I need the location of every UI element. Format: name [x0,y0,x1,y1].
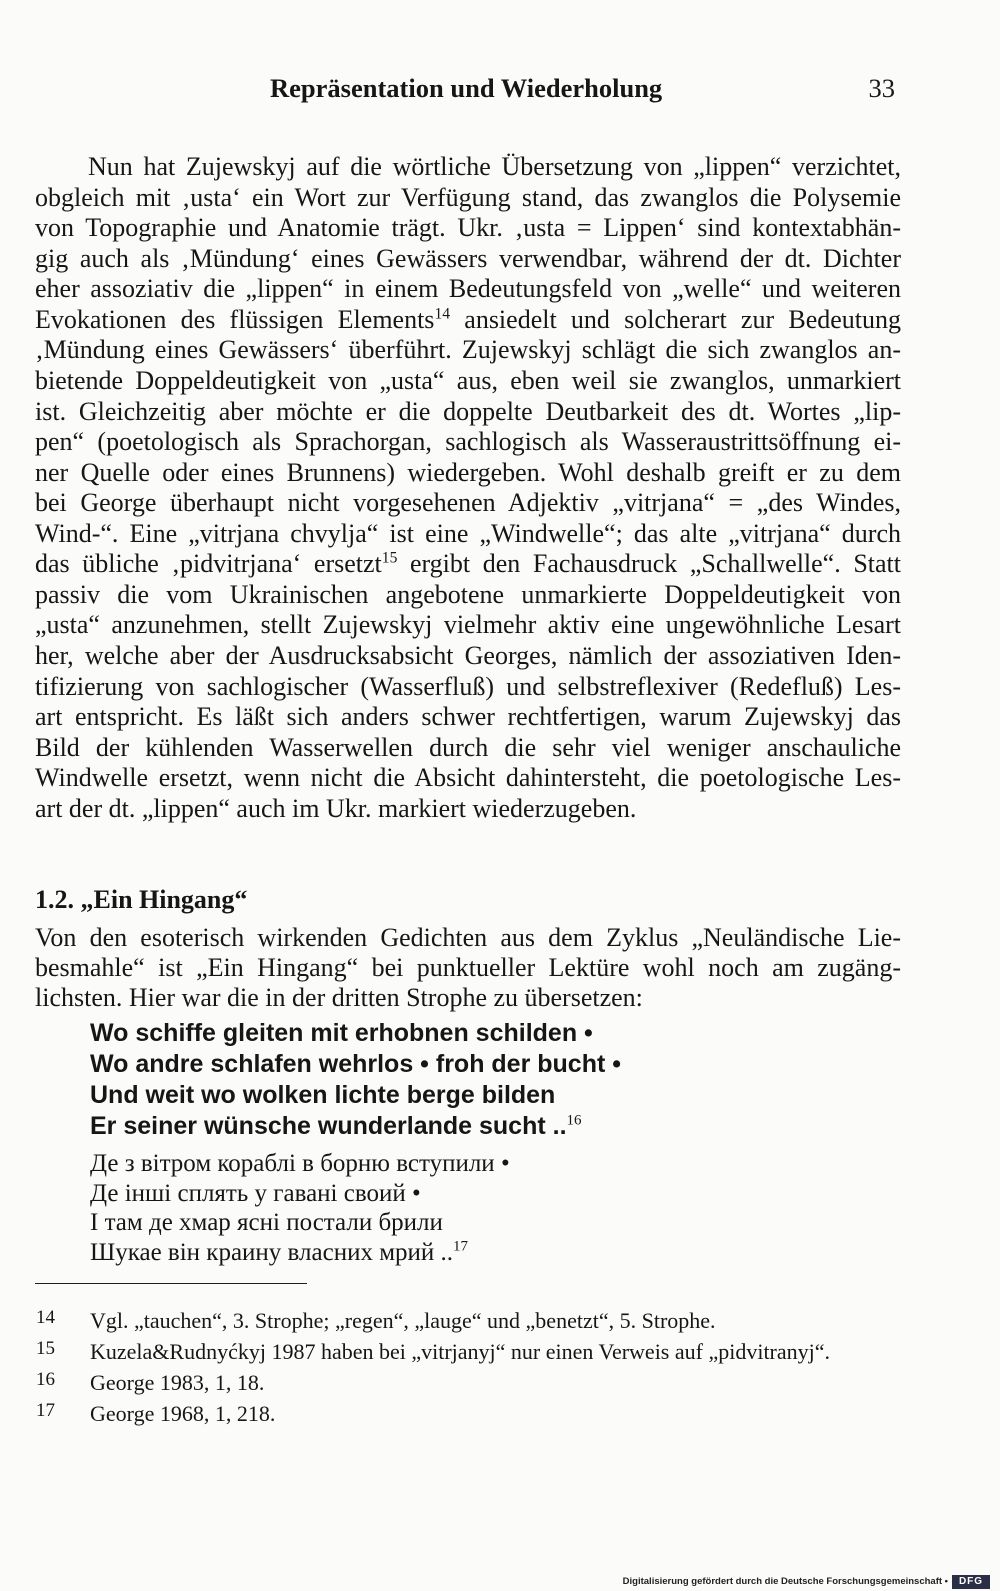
text-segment: Wo andre schlafen wehrlos • froh der bucht • [90,1049,622,1078]
text-segment: Шукае він краину власних мрий .. [90,1238,454,1266]
footnote-text: Vgl. „tauchen“, 3. Strophe; „regen“, „lauge“ und „benetzt“, 5. Strophe. [90,1307,716,1333]
text-line [35,213,901,244]
text-segment: art entspricht. Es läßt sich anders schwer rechtfertigen, warum Zujewskyj das [35,702,901,732]
footnote-text: Kuzela&Rudnyćkyj 1987 haben bei „vitrjanyj“ nur einen Verweis auf „pidvitranyj“. [90,1338,831,1364]
verse-line [90,1149,510,1179]
verse-line [90,1049,621,1080]
footnote-divider [35,1283,307,1284]
text-line [35,488,901,519]
footnote-number: 16 [36,1368,55,1390]
text-segment: Evokationen des flüssigen Elements [35,304,435,334]
footnote-reference: 15 [381,549,398,567]
text-line [35,610,901,641]
text-segment: passiv die vom Ukrainischen angebotene unmarkierte Doppeldeutigkeit von [35,579,901,609]
text-segment: gig auch als ‚Mündung‘ eines Gewässers verwendbar, während der dt. Dichter [35,243,901,273]
text-segment: obgleich mit ‚usta‘ ein Wort zur Verfügung stand, das zwanglos die Polysemie [35,182,901,212]
text-line [35,983,901,1013]
text-segment: pen“ (poetologisch als Sprachorgan, sachlogisch als Wasseraustrittsöffnung ei- [35,427,901,457]
text-segment: art der dt. „lippen“ auch im Ukr. markiert wiederzugeben. [35,793,637,823]
footnote [0,1336,1000,1367]
body-paragraph [35,152,901,824]
text-line [35,335,901,366]
text-line [35,458,901,489]
verse-line [90,1208,510,1238]
text-line [35,274,901,305]
text-segment: ‚Mündung eines Gewässers‘ überführt. Zujewskyj schlägt die sich zwanglos an- [35,335,901,365]
footnote-number: 15 [36,1337,55,1359]
footnote [0,1305,1000,1336]
text-segment: lichsten. Hier war die in der dritten Strophe zu übersetzen: [35,983,643,1012]
footnotes [0,1305,1000,1429]
text-segment: das übliche ‚pidvitrjana‘ ersetzt [35,549,382,579]
page-number: 33 [868,73,895,103]
text-segment: Nun hat Zujewskyj auf die wörtliche Übersetzung von „lippen“ verzichtet, [88,152,901,181]
text-segment: Wind-“. Eine „vitrjana chvylja“ ist eine „Windwelle“; das alte „vitrjana“ durch [35,518,901,548]
verse-line [90,1238,510,1268]
verse-line [90,1179,510,1209]
verse-line [90,1018,621,1049]
text-segment: Er seiner wünsche wunderlande sucht .. [90,1111,567,1140]
text-line [35,763,901,794]
text-line [35,427,901,458]
footnote-reference: 17 [453,1238,469,1255]
text-segment: her, welche aber der Ausdrucksabsicht Georges, nämlich der assoziativen Iden- [35,641,901,670]
text-line [35,794,901,825]
text-line [35,244,901,275]
text-line [35,366,901,397]
text-line [35,641,901,672]
digitization-credit: Digitalisierung gefördert durch die Deutsche Forschungsgemeinschaft • [622,1576,948,1587]
text-segment: ansiedelt und solcherart zur Bedeutung [450,304,901,334]
footnote-text: George 1968, 1, 218. [90,1400,276,1426]
text-segment: besmahle“ ist „Ein Hingang“ bei punktueller Lektüre wohl noch am zugäng- [35,953,901,982]
text-segment: І там де хмар ясні постали брили [90,1209,443,1237]
text-segment: ist. Gleichzeitig aber möchte er die doppelte Deutbarkeit des dt. Wortes „lip- [35,396,901,426]
footnote [0,1367,1000,1398]
text-segment: ergibt den Fachausdruck „Schallwelle“. Statt [397,549,901,579]
text-segment: Wo schiffe gleiten mit erhobnen schilden • [90,1018,593,1047]
poem-stanza-german [90,1018,621,1142]
text-segment: bietende Doppeldeutigkeit von „usta“ aus, eben weil sie zwanglos, unmarkiert [35,365,901,395]
text-segment: bei George überhaupt nicht vorgesehenen Adjektiv „vitrjana“ = „des Windes, [35,488,901,518]
text-line [35,953,901,983]
dfg-logo: DFG [952,1575,990,1589]
text-line [35,733,901,764]
text-line [35,305,901,336]
footnote-number: 17 [36,1399,55,1421]
text-segment: eher assoziativ die „lippen“ in einem Bedeutungsfeld von „welle“ und weiteren [35,274,901,304]
text-segment: ner Quelle oder eines Brunnens) wiedergeben. Wohl deshalb greift er zu dem [35,457,901,487]
text-line [35,672,901,703]
footnote-text: George 1983, 1, 18. [90,1369,265,1395]
text-line [35,923,901,953]
text-segment: Де з вітром кораблі в борню вступили • [90,1150,510,1177]
text-line [35,702,901,733]
footnote-reference: 14 [434,305,451,323]
text-segment: „usta“ anzunehmen, stellt Zujewskyj vielmehr aktiv eine ungewöhnliche Lesart [35,610,901,640]
verse-line [90,1111,621,1142]
text-line [35,580,901,611]
text-segment: Windwelle ersetzt, wenn nicht die Absicht dahintersteht, die poetologische Les- [35,763,901,793]
text-segment: Und weit wo wolken lichte berge bilden [90,1080,556,1109]
text-segment: Von den esoterisch wirkenden Gedichten aus dem Zyklus „Neuländische Lie- [35,923,901,952]
text-line [35,549,901,580]
footnote-reference: 16 [566,1112,582,1129]
text-segment: Де інші сплять у гавані своий • [90,1179,421,1207]
poem-stanza-ukrainian [90,1149,510,1268]
footnote [0,1398,1000,1429]
text-line [35,397,901,428]
body-paragraph [35,923,901,1013]
text-line [35,519,901,550]
text-line [35,152,901,183]
text-segment: Bild der kühlenden Wasserwellen durch die sehr viel weniger anschauliche [35,732,901,762]
text-segment: tifizierung von sachlogischer (Wasserfluß) und selbstreflexiver (Redefluß) Les- [35,671,901,701]
text-line [35,183,901,214]
section-heading: 1.2. „Ein Hingang“ [35,885,248,914]
text-segment: von Topographie und Anatomie trägt. Ukr. ‚usta = Lippen‘ sind kontextabhän- [35,213,901,243]
footnote-number: 14 [36,1306,55,1328]
verse-line [90,1080,621,1111]
running-title: Repräsentation und Wiederholung [270,73,663,103]
